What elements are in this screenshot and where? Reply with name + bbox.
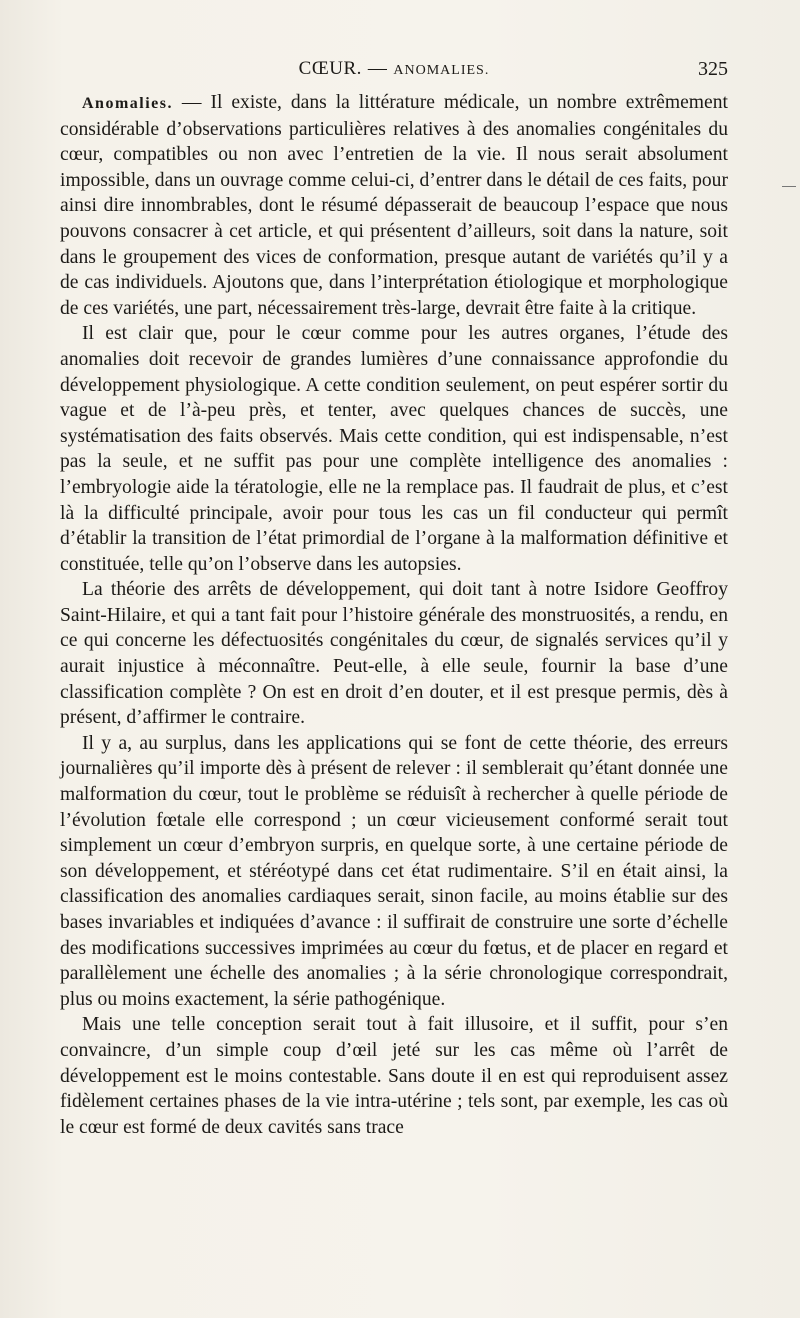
header-subtitle: ANOMALIES. [393,63,490,78]
paragraph-4: Il y a, au surplus, dans les applications qui se font de cette théorie, des erreurs journalières qu’il importe dès à présent de relever : il semblerait qu’étant donnée une malformation du cœur, tout le problème se réduisît à rechercher à quelle période de l’évolution fœtale elle correspond ; un cœur vicieusement conformé serait tout simplement un cœur d’embryon surpris, en quelque sorte, à une certaine période de son développement, et stéréotypé dans cet état rudimentaire. S’il en était ainsi, la classification des anomalies cardiaques serait, sinon facile, au moins établie sur des bases invariables et indiquées d’avance : il suffirait de construire une sorte d’échelle des modifications successives imprimées au cœur du fœtus, et de placer en regard et parallèlement une échelle des anomalies ; à la série chronologique correspondrait, plus ou moins exactement, la série pathogénique. [60,732,728,1010]
margin-mark [782,186,796,187]
header-title: CŒUR. [298,58,362,79]
section-lead: Anomalies. [82,95,173,112]
paragraph-1-text: — Il existe, dans la littérature médicale, un nombre extrêmement considérable d’observations particulières relatives à des anomalies congénitales du cœur, compatibles ou non avec l’entretien de la vie. Il nous serait absolument impossible, dans un ouvrage comme celui-ci, d’entrer dans le détail de ces faits, pour ainsi dire innombrables, dont le résumé dépasserait de beaucoup l’espace que nous pouvons consacrer à cet article, et qui présentent d’ailleurs, soit dans la nature, soit dans le groupement des vices de conformation, presque autant de variétés qu’il y a de cas individuels. Ajoutons que, dans l’interprétation étiologique et morphologique de ces variétés, une part, nécessairement très-large, devrait être faite à la critique. [60,92,728,319]
running-header [60,58,728,86]
header-dash: — [367,58,388,79]
paragraph-1 [60,90,728,321]
paragraph-2: Il est clair que, pour le cœur comme pour les autres organes, l’étude des anomalies doit recevoir de grandes lumières d’une connaissance approfondie du développement physiologique. A cette condition seulement, on peut espérer sortir du vague et de l’à-peu près, et tenter, avec quelques chances de succès, une systématisation des faits observés. Mais cette condition, qui est indispensable, n’est pas la seule, et ne suffit pas pour une complète intelligence des anomalies : l’embryologie aide la tératologie, elle ne la remplace pas. Il faudrait de plus, et c’est là la difficulté principale, avoir pour tous les cas un fil conducteur qui permît d’établir la transition de l’état primordial de l’organe à la malformation définitive et constituée, telle qu’on l’observe dans les autopsies. [60,323,728,575]
paragraph-5: Mais une telle conception serait tout à fait illusoire, et il suffit, pour s’en convaincre, d’un simple coup d’œil jeté sur les cas même où l’arrêt de développement est le moins contestable. Sans doute il en est qui reproduisent assez fidèlement certaines phases de la vie intra-utérine ; tels sont, par exemple, les cas où le cœur est formé de deux cavités sans trace [60,1014,728,1138]
page-number: 325 [698,58,728,80]
paragraph-3: La théorie des arrêts de développement, qui doit tant à notre Isidore Geoffroy Saint-Hilaire, et qui a tant fait pour l’histoire générale des monstruosités, a rendu, en ce qui concerne les défectuosités congénitales du cœur, de signalés services qu’il y aurait injustice à méconnaître. Peut-elle, à elle seule, fournir la base d’une classification complète ? On est en droit d’en douter, et il est presque permis, dès à présent, d’affirmer le contraire. [60,579,728,729]
body-text [60,90,728,1140]
running-title [60,58,728,80]
